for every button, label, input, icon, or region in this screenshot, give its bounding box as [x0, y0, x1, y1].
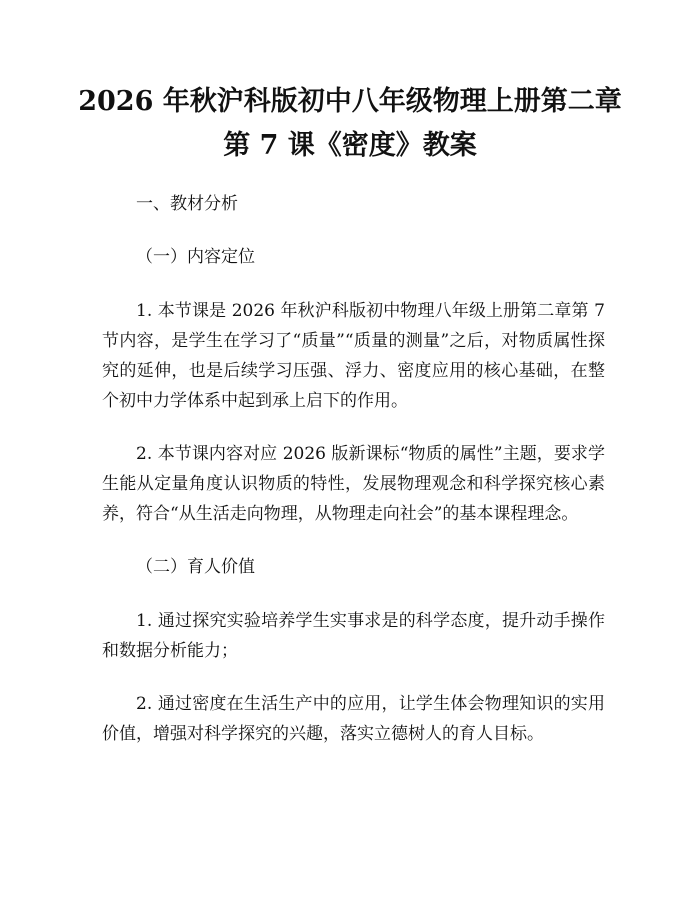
- subsection-heading-educational-value: （二）育人价值: [136, 557, 255, 577]
- subsection-heading-content-positioning: （一）内容定位: [136, 247, 255, 267]
- document-title-line-2: 第 7 课《密度》教案: [223, 130, 477, 161]
- paragraph-educational-value-2: 2. 通过密度在生活生产中的应用，让学生体会物理知识的实用价值，增强对科学探究的兴趣，落实立德树人的育人目标。: [102, 694, 605, 744]
- section-heading-teaching-material-analysis: 一、教材分析: [136, 194, 238, 214]
- paragraph-content-positioning-2: 2. 本节课内容对应 2026 版新课标“物质的属性”主题，要求学生能从定量角度认识物质的特性，发展物理观念和科学探究核心素养，符合“从生活走向物理，从物理走向社会”的基本课程理念。: [102, 444, 605, 524]
- document-title-line-1: 2026 年秋沪科版初中八年级物理上册第二章: [78, 86, 622, 117]
- paragraph-content-positioning-1: 1. 本节课是 2026 年秋沪科版初中物理八年级上册第二章第 7 节内容，是学生在学习了“质量”“质量的测量”之后，对物质属性探究的延伸，也是后续学习压强、浮力、密度应用的核心基础，在整个初中力学体系中起到承上启下的作用。: [102, 301, 605, 411]
- paragraph-educational-value-1: 1. 通过探究实验培养学生实事求是的科学态度，提升动手操作和数据分析能力；: [102, 611, 605, 661]
- document-body: [102, 189, 605, 772]
